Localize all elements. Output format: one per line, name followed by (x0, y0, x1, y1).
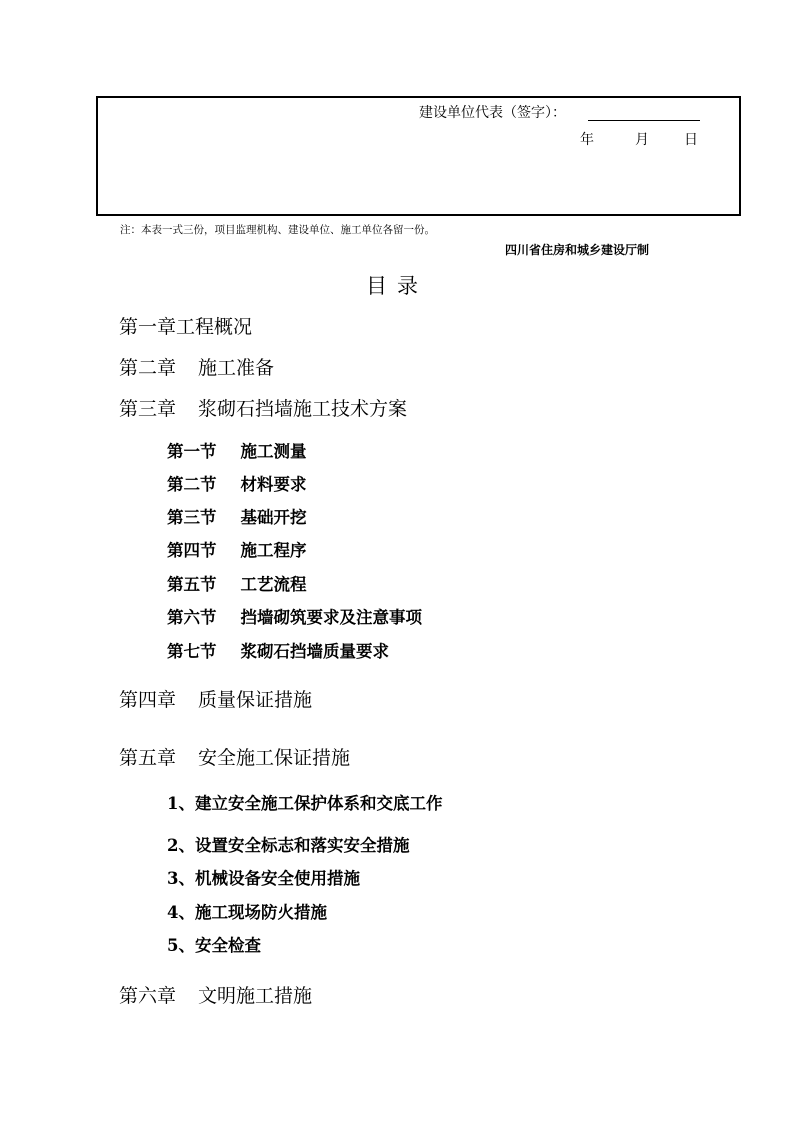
toc-chapter-3[interactable] (119, 394, 407, 421)
section-number: 第三节 (167, 508, 217, 527)
toc-chapter-6[interactable] (119, 981, 312, 1008)
section-number: 第七节 (167, 642, 217, 661)
chapter-title: 工程概况 (176, 316, 253, 338)
date-month: 月 (635, 132, 649, 148)
toc-title: 目录 (366, 274, 428, 298)
toc-section-1[interactable] (167, 438, 307, 462)
chapter-number: 第一章 (119, 316, 177, 338)
section-title: 基础开挖 (240, 508, 307, 527)
toc-section-7[interactable] (167, 638, 389, 662)
chapter-number: 第四章 (119, 689, 177, 711)
chapter-number: 第二章 (119, 357, 177, 379)
toc-safety-item-1[interactable]: 1、建立安全施工保护体系和交底工作 (167, 794, 443, 813)
section-number: 第五节 (167, 575, 217, 594)
toc-section-3[interactable] (167, 504, 307, 528)
toc-section-4[interactable] (167, 537, 307, 561)
chapter-title: 安全施工保证措施 (198, 747, 351, 769)
signature-line[interactable] (588, 120, 700, 121)
toc-safety-item-3[interactable]: 3、机械设备安全使用措施 (167, 869, 360, 888)
chapter-number: 第六章 (119, 985, 177, 1007)
section-title: 浆砌石挡墙质量要求 (240, 642, 389, 661)
section-number: 第四节 (167, 541, 217, 560)
form-note: 注：本表一式三份，项目监理机构、建设单位、施工单位各留一份。 (120, 224, 435, 236)
section-title: 施工测量 (240, 442, 307, 461)
toc-section-5[interactable] (167, 571, 307, 595)
issuer: 四川省住房和城乡建设厅制 (505, 243, 650, 257)
section-number: 第一节 (167, 442, 217, 461)
toc-safety-item-2[interactable]: 2、设置安全标志和落实安全措施 (167, 836, 410, 855)
section-title: 挡墙砌筑要求及注意事项 (240, 608, 422, 627)
section-title: 材料要求 (240, 475, 307, 494)
chapter-title: 质量保证措施 (198, 689, 313, 711)
toc-safety-item-4[interactable]: 4、施工现场防火措施 (167, 903, 327, 922)
chapter-title: 文明施工措施 (198, 985, 313, 1007)
chapter-title: 浆砌石挡墙施工技术方案 (198, 398, 408, 420)
chapter-number: 第五章 (119, 747, 177, 769)
toc-chapter-1[interactable] (119, 312, 252, 339)
section-title: 工艺流程 (240, 575, 307, 594)
date-day: 日 (684, 132, 698, 148)
section-title: 施工程序 (240, 541, 307, 560)
chapter-title: 施工准备 (198, 357, 275, 379)
signature-box (96, 96, 741, 216)
toc-safety-item-5[interactable]: 5、安全检查 (167, 936, 261, 955)
section-number: 第六节 (167, 608, 217, 627)
signature-label: 建设单位代表（签字）： (419, 105, 566, 121)
toc-chapter-2[interactable] (119, 353, 274, 380)
chapter-number: 第三章 (119, 398, 177, 420)
section-number: 第二节 (167, 475, 217, 494)
toc-section-6[interactable] (167, 604, 422, 628)
date-year: 年 (580, 132, 594, 148)
toc-chapter-4[interactable] (119, 685, 312, 712)
toc-section-2[interactable] (167, 471, 307, 495)
toc-chapter-5[interactable] (119, 743, 350, 770)
